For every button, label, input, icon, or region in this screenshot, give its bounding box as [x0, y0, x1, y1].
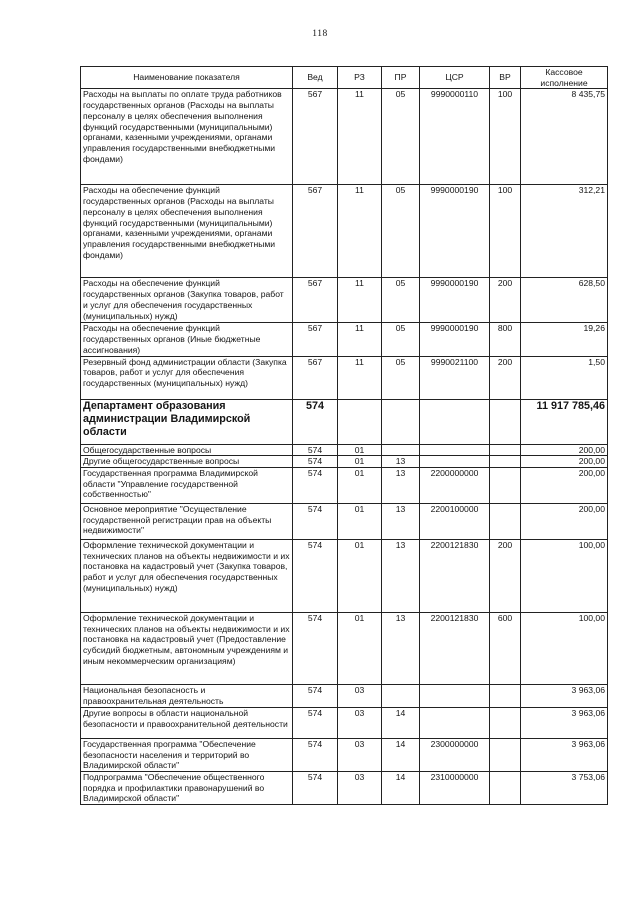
cell-amount: 3 963,06 — [521, 738, 608, 771]
cell-amount: 3 753,06 — [521, 772, 608, 805]
cell-ved: 574 — [293, 684, 338, 707]
cell-name: Подпрограмма "Обеспечение общественного порядка и профилактики правонарушений во Владимирской области" — [81, 772, 293, 805]
cell-amount: 100,00 — [521, 612, 608, 684]
cell-vr — [490, 444, 521, 456]
cell-pr: 13 — [382, 503, 420, 539]
table-row — [81, 399, 608, 444]
table-row — [81, 772, 608, 805]
column-header-name: Наименование показателя — [81, 67, 293, 89]
cell-pr: 14 — [382, 738, 420, 771]
cell-pr: 05 — [382, 185, 420, 278]
cell-rz: 03 — [338, 707, 382, 738]
table-row — [81, 89, 608, 185]
table-row — [81, 278, 608, 323]
budget-table — [80, 66, 608, 805]
cell-ved: 574 — [293, 399, 338, 444]
cell-ved: 567 — [293, 356, 338, 399]
cell-amount: 200,00 — [521, 456, 608, 468]
cell-csr: 2200000000 — [420, 467, 490, 503]
table-row — [81, 612, 608, 684]
cell-pr — [382, 684, 420, 707]
cell-name: Департамент образования администрации Владимирской области — [81, 399, 293, 444]
cell-ved: 574 — [293, 467, 338, 503]
cell-csr: 2300000000 — [420, 738, 490, 771]
cell-csr: 9990000190 — [420, 323, 490, 356]
cell-csr — [420, 684, 490, 707]
cell-pr: 05 — [382, 89, 420, 185]
cell-name: Резервный фонд администрации области (Закупка товаров, работ и услуг для обеспечения государственных (муниципальных) нужд) — [81, 356, 293, 399]
cell-csr: 9990000110 — [420, 89, 490, 185]
cell-name: Расходы на выплаты по оплате труда работников государственных органов (Расходы на выплаты персоналу в целях обеспечения выполнения функций государственными (муниципальными) органами, казенными учреждениями, органами управления государственными внебюджетными фондами) — [81, 89, 293, 185]
cell-vr: 600 — [490, 612, 521, 684]
cell-ved: 567 — [293, 323, 338, 356]
cell-amount: 200,00 — [521, 444, 608, 456]
table-row — [81, 185, 608, 278]
page-number: 118 — [312, 29, 328, 39]
cell-name: Оформление технической документации и технических планов на объекты недвижимости и их постановка на кадастровый учет (Закупка товаров, работ и услуг для обеспечения государственных (муниципальных) нужд) — [81, 539, 293, 612]
cell-amount: 628,50 — [521, 278, 608, 323]
cell-ved: 574 — [293, 612, 338, 684]
cell-pr: 14 — [382, 707, 420, 738]
cell-amount: 312,21 — [521, 185, 608, 278]
cell-ved: 567 — [293, 89, 338, 185]
cell-amount: 8 435,75 — [521, 89, 608, 185]
cell-vr — [490, 503, 521, 539]
cell-vr: 100 — [490, 89, 521, 185]
cell-rz: 11 — [338, 89, 382, 185]
cell-ved: 574 — [293, 444, 338, 456]
cell-name: Расходы на обеспечение функций государственных органов (Иные бюджетные ассигнования) — [81, 323, 293, 356]
table-header-row — [81, 67, 608, 89]
cell-rz: 01 — [338, 612, 382, 684]
table-row — [81, 738, 608, 771]
cell-pr: 13 — [382, 456, 420, 468]
cell-pr: 05 — [382, 278, 420, 323]
cell-pr — [382, 399, 420, 444]
cell-rz: 01 — [338, 444, 382, 456]
cell-pr: 14 — [382, 772, 420, 805]
cell-amount: 1,50 — [521, 356, 608, 399]
cell-rz: 01 — [338, 539, 382, 612]
cell-name: Государственная программа Владимирской области "Управление государственной собственностью" — [81, 467, 293, 503]
cell-csr — [420, 444, 490, 456]
table-row — [81, 503, 608, 539]
cell-amount: 3 963,06 — [521, 707, 608, 738]
cell-name: Государственная программа "Обеспечение безопасности населения и территорий во Владимирской области" — [81, 738, 293, 771]
cell-amount: 19,26 — [521, 323, 608, 356]
column-header-vr: ВР — [490, 67, 521, 89]
cell-ved: 574 — [293, 503, 338, 539]
cell-vr — [490, 456, 521, 468]
cell-amount: 200,00 — [521, 503, 608, 539]
cell-pr: 13 — [382, 539, 420, 612]
column-header-csr: ЦСР — [420, 67, 490, 89]
cell-ved: 567 — [293, 185, 338, 278]
cell-rz: 11 — [338, 185, 382, 278]
cell-vr — [490, 684, 521, 707]
cell-rz: 11 — [338, 323, 382, 356]
cell-vr — [490, 707, 521, 738]
cell-rz: 03 — [338, 684, 382, 707]
table-row — [81, 356, 608, 399]
cell-name: Расходы на обеспечение функций государственных органов (Расходы на выплаты персоналу в целях обеспечения выполнения функций государственными (муниципальными) органами, казенными учреждениями, органами управления государственными внебюджетными фондами) — [81, 185, 293, 278]
table-row — [81, 684, 608, 707]
cell-csr: 2200121830 — [420, 539, 490, 612]
cell-vr: 100 — [490, 185, 521, 278]
cell-vr: 800 — [490, 323, 521, 356]
cell-ved: 574 — [293, 539, 338, 612]
cell-vr — [490, 467, 521, 503]
cell-rz: 03 — [338, 738, 382, 771]
cell-vr: 200 — [490, 539, 521, 612]
cell-csr: 9990000190 — [420, 278, 490, 323]
cell-name: Национальная безопасность и правоохранительная деятельность — [81, 684, 293, 707]
cell-rz — [338, 399, 382, 444]
cell-name: Оформление технической документации и технических планов на объекты недвижимости и их постановка на кадастровый учет (Предоставление субсидий бюджетным, автономным учреждениям и иным некоммерческим организациям) — [81, 612, 293, 684]
cell-rz: 01 — [338, 456, 382, 468]
cell-ved: 574 — [293, 707, 338, 738]
cell-pr: 05 — [382, 323, 420, 356]
cell-csr: 9990000190 — [420, 185, 490, 278]
cell-rz: 03 — [338, 772, 382, 805]
cell-name: Общегосударственные вопросы — [81, 444, 293, 456]
cell-vr: 200 — [490, 278, 521, 323]
cell-pr: 13 — [382, 612, 420, 684]
column-header-ved: Вед — [293, 67, 338, 89]
cell-rz: 01 — [338, 503, 382, 539]
cell-name: Расходы на обеспечение функций государственных органов (Закупка товаров, работ и услуг для обеспечения государственных (муниципальных) нужд) — [81, 278, 293, 323]
cell-ved: 574 — [293, 456, 338, 468]
cell-rz: 11 — [338, 278, 382, 323]
cell-csr — [420, 456, 490, 468]
column-header-amount: Кассовое исполнение — [521, 67, 608, 89]
cell-pr — [382, 444, 420, 456]
cell-ved: 574 — [293, 738, 338, 771]
cell-ved: 567 — [293, 278, 338, 323]
cell-csr: 2200100000 — [420, 503, 490, 539]
cell-name: Другие общегосударственные вопросы — [81, 456, 293, 468]
table-body — [81, 89, 608, 805]
cell-name: Основное мероприятие "Осуществление государственной регистрации прав на объекты недвижимости" — [81, 503, 293, 539]
cell-name: Другие вопросы в области национальной безопасности и правоохранительной деятельности — [81, 707, 293, 738]
cell-vr — [490, 772, 521, 805]
cell-rz: 01 — [338, 467, 382, 503]
cell-csr: 9990021100 — [420, 356, 490, 399]
table-row — [81, 444, 608, 456]
cell-vr — [490, 738, 521, 771]
table-row — [81, 539, 608, 612]
cell-csr: 2310000000 — [420, 772, 490, 805]
cell-csr: 2200121830 — [420, 612, 490, 684]
column-header-pr: ПР — [382, 67, 420, 89]
column-header-rz: РЗ — [338, 67, 382, 89]
cell-amount: 200,00 — [521, 467, 608, 503]
cell-ved: 574 — [293, 772, 338, 805]
table-row — [81, 707, 608, 738]
cell-amount: 100,00 — [521, 539, 608, 612]
table-row — [81, 323, 608, 356]
cell-pr: 13 — [382, 467, 420, 503]
cell-amount: 11 917 785,46 — [521, 399, 608, 444]
cell-vr: 200 — [490, 356, 521, 399]
cell-amount: 3 963,06 — [521, 684, 608, 707]
cell-vr — [490, 399, 521, 444]
cell-rz: 11 — [338, 356, 382, 399]
table-row — [81, 467, 608, 503]
cell-pr: 05 — [382, 356, 420, 399]
table-row — [81, 456, 608, 468]
cell-csr — [420, 399, 490, 444]
cell-csr — [420, 707, 490, 738]
